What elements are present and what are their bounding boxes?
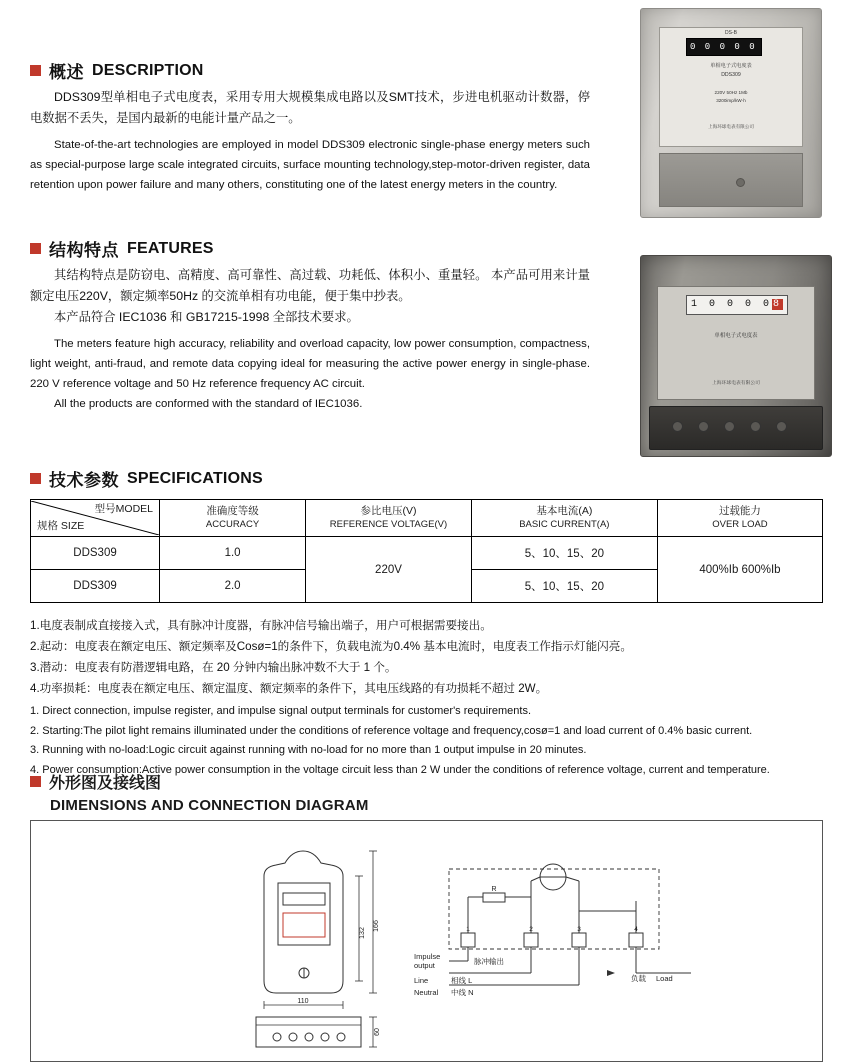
description-heading xyxy=(30,58,590,83)
photo1-maker: 上海环球电表有限公司 xyxy=(708,124,754,129)
note-en-2: 2. Starting:The pilot light remains illuminated under the conditions of reference voltage and frequency,cosø=1 and load current of 0.4% basic current. xyxy=(30,724,753,737)
photo2-line1: 单相电子式电度表 xyxy=(714,333,758,339)
note-en-3: 3. Running with no-load:Logic circuit against running with no-load for no more than 1 output impulse in 20 minutes. xyxy=(30,744,587,756)
specification-notes xyxy=(30,615,823,780)
photo1-register xyxy=(686,38,762,56)
dimensions-title-en: DIMENSIONS AND CONNECTION DIAGRAM xyxy=(50,797,369,814)
svg-text:1: 1 xyxy=(466,926,470,933)
cell-model-1: DDS309 xyxy=(31,537,160,570)
note-cn-3: 3.潜动：电度表有防潜逻辑电路，在 20 分钟内输出脉冲数不大于 1 个。 xyxy=(30,661,397,674)
cell-accuracy-1: 1.0 xyxy=(160,537,306,570)
header-over-load xyxy=(657,500,822,537)
note-en-1: 1. Direct connection, impulse register, and impulse signal output terminals for customer's requirements. xyxy=(30,705,531,717)
description-title-cn: 概述 xyxy=(49,63,84,82)
corner-label-top: 型号MODEL xyxy=(94,503,153,515)
features-paragraph-en-1: The meters feature high accuracy, reliability and overload capacity, low power consumption, compactness, light weight, anti-fraud, and remote data copying ideal for measuring the active power energy in single-phase. 220 V reference voltage and 50 Hz reference frequency AC circuit. xyxy=(30,338,590,390)
header-basic-current-en: BASIC CURRENT(A) xyxy=(519,519,610,530)
photo1-spec-line2: 3200imp/kW·h xyxy=(716,98,746,103)
features-paragraph-cn-1: 其结构特点是防窃电、高精度、高可靠性、高过载、功耗低、体积小、重量轻。 本产品可用来计量额定电压220V，额定频率50Hz 的交流单相有功电能，便于集中抄表。 xyxy=(30,268,590,303)
features-paragraph-cn-2: 本产品符合 IEC1036 和 GB17215-1998 全部技术要求。 xyxy=(54,310,359,324)
photo2-terminal xyxy=(698,421,709,432)
header-accuracy xyxy=(160,500,306,537)
table-header xyxy=(31,500,823,537)
product-photo-open xyxy=(640,255,830,455)
header-basic-current xyxy=(471,500,657,537)
svg-text:Load: Load xyxy=(656,974,673,983)
features-title-en: FEATURES xyxy=(127,239,214,257)
bullet-square-icon xyxy=(30,65,41,76)
svg-text:中线 N: 中线 N xyxy=(451,988,474,997)
dimensions-diagram xyxy=(30,820,823,1062)
photo2-terminal xyxy=(776,421,787,432)
svg-text:Impulse: Impulse xyxy=(414,952,441,961)
note-cn-1: 1.电度表制成直接接入式，具有脉冲计度器，有脉冲信号输出端子，用户可根据需要接出。 xyxy=(30,619,492,632)
svg-text:3: 3 xyxy=(577,926,581,933)
photo2-terminal xyxy=(724,421,735,432)
svg-text:110: 110 xyxy=(297,998,309,1005)
dimensions-title-cn: 外形图及接线图 xyxy=(49,775,162,792)
photo1-line1: 单相电子式电度表 xyxy=(710,63,752,69)
header-reference-voltage-en: REFERENCE VOLTAGE(V) xyxy=(329,519,448,530)
svg-text:负载: 负载 xyxy=(631,974,646,983)
specifications-table xyxy=(30,499,823,603)
note-cn-4: 4.功率损耗：电度表在额定电压、额定温度、额定频率的条件下，其电压线路的有功损耗不超过 2W。 xyxy=(30,682,548,695)
specifications-title-cn: 技术参数 xyxy=(49,471,119,490)
svg-text:132: 132 xyxy=(359,927,366,939)
features-paragraph-en-2: All the products are conformed with the standard of IEC1036. xyxy=(54,398,363,410)
svg-text:R: R xyxy=(491,886,497,893)
header-basic-current-cn: 基本电流(A) xyxy=(536,505,593,517)
svg-text:Neutral: Neutral xyxy=(414,988,439,997)
photo1-register-digits: 0 0 0 0 0 xyxy=(690,42,757,52)
bullet-square-icon xyxy=(30,243,41,254)
photo1-brand-top: DS-B xyxy=(725,30,737,36)
photo1-spec-line: 220V 50Hz 1Mb xyxy=(714,90,748,95)
photo1-model: DDS309 xyxy=(721,72,741,78)
description-paragraph-cn: DDS309型单相电子式电度表，采用专用大规模集成电路以及SMT技术，步进电机驱动计数器，停电数据不丢失，是国内最新的电能计量产品之一。 xyxy=(30,90,590,125)
cell-model-2: DDS309 xyxy=(31,570,160,603)
header-accuracy-cn: 准确度等级 xyxy=(206,505,259,517)
cell-basic-current-1: 5、10、15、20 xyxy=(471,537,657,570)
section-dimensions xyxy=(30,770,823,1062)
note-en-4: 4. Power consumption:Active power consumption in the voltage circuit less than 2 W under the conditions of reference voltage, current and temperature. xyxy=(30,763,770,776)
product-photo-front xyxy=(640,8,820,216)
header-over-load-cn: 过载能力 xyxy=(718,505,761,517)
photo2-register-red: 8 xyxy=(773,299,783,310)
svg-text:脉冲输出: 脉冲输出 xyxy=(474,957,504,966)
specifications-title-en: SPECIFICATIONS xyxy=(127,469,263,487)
svg-text:相线 L: 相线 L xyxy=(451,976,473,985)
corner-label-bottom: 规格 SIZE xyxy=(37,520,85,532)
photo2-register xyxy=(686,295,788,315)
svg-text:output: output xyxy=(414,961,435,970)
description-paragraph-en: State-of-the-art technologies are employed in model DDS309 electronic single-phase energy meters such as special-purpose large scale integrated circuits, surface mounting technology,step-motor-driven register, data retention upon power failure and many others, constituting one of the latest energy meters in the country. xyxy=(30,139,590,191)
bullet-square-icon xyxy=(30,473,41,484)
table-corner-cell xyxy=(31,500,160,537)
features-heading xyxy=(30,236,590,261)
bullet-square-icon xyxy=(30,776,41,787)
section-description xyxy=(30,58,590,195)
cell-reference-voltage: 220V xyxy=(306,537,472,603)
photo2-terminal xyxy=(750,421,761,432)
table-body xyxy=(31,537,823,603)
section-features xyxy=(30,236,590,414)
section-specifications xyxy=(30,466,823,780)
cell-accuracy-2: 2.0 xyxy=(160,570,306,603)
svg-text:2: 2 xyxy=(529,926,533,933)
header-reference-voltage xyxy=(306,500,472,537)
note-cn-2: 2.起动：电度表在额定电压、额定频率及Cosø=1的条件下，负载电流为0.4% 基本电流时，电度表工作指示灯能闪亮。 xyxy=(30,640,632,653)
svg-text:4: 4 xyxy=(634,926,638,933)
header-reference-voltage-cn: 参比电压(V) xyxy=(360,505,417,517)
features-title-cn: 结构特点 xyxy=(49,241,119,260)
header-over-load-en: OVER LOAD xyxy=(712,519,768,530)
cell-over-load: 400%Ib 600%Ib xyxy=(657,537,822,603)
description-title-en: DESCRIPTION xyxy=(92,61,204,79)
svg-text:Line: Line xyxy=(414,976,429,985)
svg-text:60: 60 xyxy=(374,1028,381,1036)
photo2-terminal xyxy=(672,421,683,432)
photo1-screw xyxy=(736,178,745,187)
photo2-register-digits: 1 0 0 0 0 xyxy=(691,299,773,310)
specifications-heading xyxy=(30,466,823,491)
dimensions-heading xyxy=(30,770,823,793)
svg-text:166: 166 xyxy=(373,920,380,932)
header-accuracy-en: ACCURACY xyxy=(205,519,260,530)
cell-basic-current-2: 5、10、15、20 xyxy=(471,570,657,603)
photo2-maker: 上海环球电表有限公司 xyxy=(712,381,760,386)
table-row xyxy=(31,537,823,570)
